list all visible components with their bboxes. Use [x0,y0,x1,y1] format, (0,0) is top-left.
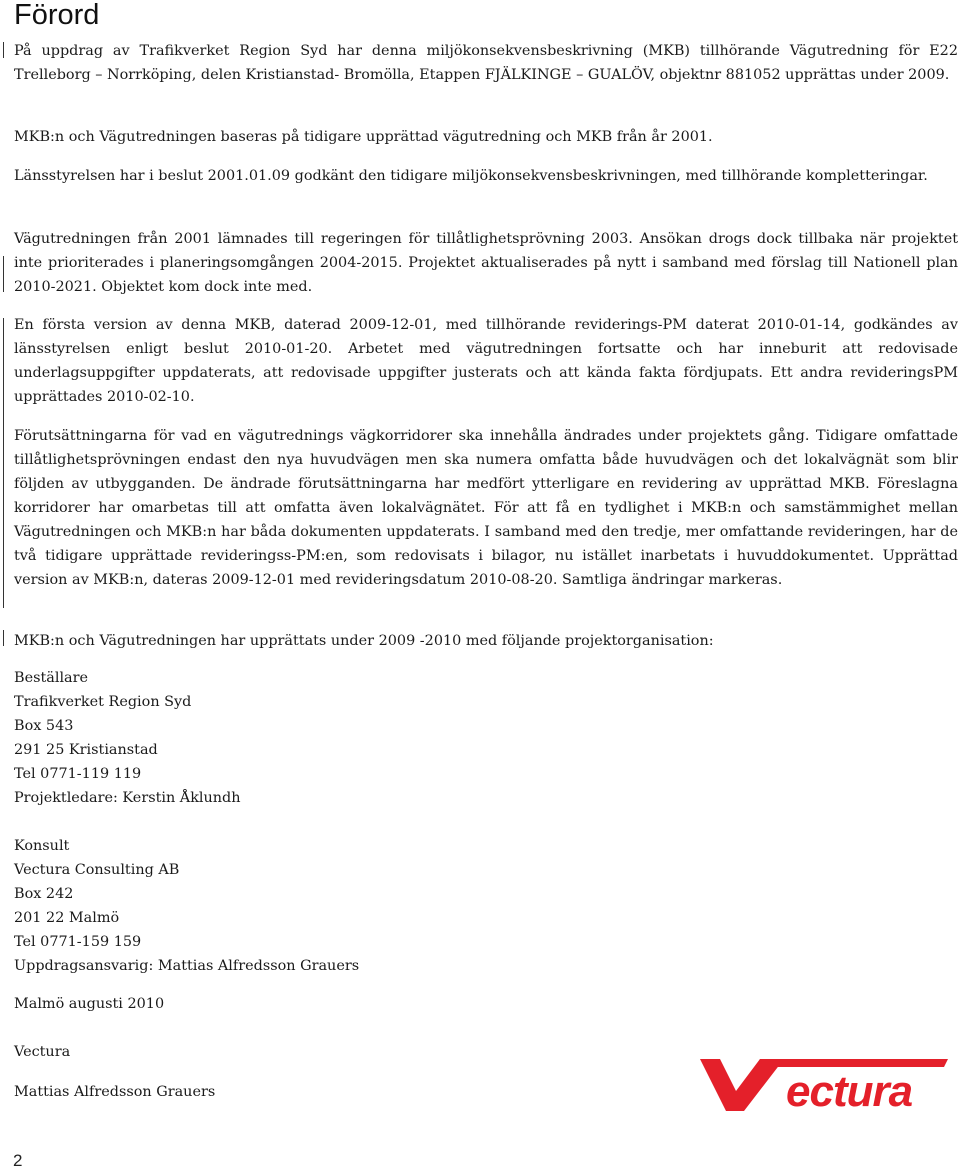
client-phone: Tel 0771-119 119 [14,766,142,782]
consultant-role: Konsult [14,838,70,854]
paragraph: Länsstyrelsen har i beslut 2001.01.09 godkänt den tidigare miljökonsekvensbeskrivningen, med tillhörande kompletteringar. [14,168,928,184]
signoff-company: Vectura [14,1044,71,1060]
svg-text:ectura: ectura [786,1067,913,1113]
client-name: Trafikverket Region Syd [14,694,192,710]
client-block [14,666,241,810]
consultant-name: Vectura Consulting AB [14,862,180,878]
paragraph: På uppdrag av Trafikverket Region Syd har denna miljökonsekvensbeskrivning (MKB) tillhörande Vägutredning för E22 Trelleborg – Norrköping, delen Kristianstad- Bromölla, Etappen FJÄLKINGE – GUALÖV, objektnr 881052 upprättas under 2009. [14,43,958,83]
consultant-postal: 201 22 Malmö [14,910,120,926]
revision-bar [3,630,4,646]
page-number: 2 [13,1151,23,1170]
consultant-block [14,834,359,978]
paragraph: MKB:n och Vägutredningen baseras på tidigare upprättad vägutredning och MKB från år 2001. [14,129,713,145]
consultant-phone: Tel 0771-159 159 [14,934,142,950]
paragraph: Vägutredningen från 2001 lämnades till regeringen för tillåtlighetsprövning 2003. Ansökan drogs dock tillbaka när projektet inte prioriterades i planeringsomgången 2004-2015. Projektet aktualiserades på nytt i samband med förslag till Nationell plan 2010-2021. Objektet kom dock inte med. [14,231,958,295]
consultant-box: Box 242 [14,886,74,902]
client-role: Beställare [14,670,89,686]
client-box: Box 543 [14,718,74,734]
signoff-signer: Mattias Alfredsson Grauers [14,1084,216,1100]
vectura-logo [698,1053,950,1113]
revision-bar [3,42,4,58]
revision-bar [3,318,4,608]
paragraph: MKB:n och Vägutredningen har upprättats under 2009 -2010 med följande projektorganisation: [14,633,714,649]
revision-bar [3,256,4,292]
client-project-lead: Projektledare: Kerstin Åklundh [14,790,241,806]
page-title: Förord [14,0,100,31]
paragraph: En första version av denna MKB, daterad 2009-12-01, med tillhörande reviderings-PM daterat 2010-01-14, godkändes av länsstyrelsen enligt beslut 2010-01-20. Arbetet med vägutredningen fortsatte och har inneburit att redovisade underlagsuppgifter uppdaterats, att redovisade uppgifter justerats och att kända fakta fördjupats. Ett andra revideringsPM upprättades 2010-02-10. [14,317,958,405]
paragraph: Förutsättningarna för vad en vägutrednings vägkorridorer ska innehålla ändrades under projektets gång. Tidigare omfattade tillåtlighetsprövningen endast den nya huvudvägen men ska numera omfatta både huvudvägen och det lokalvägnät som blir följden av utbygganden. De ändrade förutsättningarna har medfört ytterligare en revidering av upprättad MKB. Föreslagna korridorer har omarbetas till att omfatta även lokalvägnätet. För att få en tydlighet i MKB:n och samstämmighet mellan Vägutredningen och MKB:n har båda dokumenten uppdaterats. I samband med den tredje, mer omfattande revideringen, har de två tidigare upprättade revideringss-PM:en, som redovisats i bilagor, nu istället inarbetats i huvuddokumentet. Upprättad version av MKB:n, dateras 2009-12-01 med revideringsdatum 2010-08-20. Samtliga ändringar markeras. [14,428,958,588]
signoff-place-date: Malmö augusti 2010 [14,996,165,1012]
client-postal: 291 25 Kristianstad [14,742,158,758]
consultant-responsible: Uppdragsansvarig: Mattias Alfredsson Grauers [14,958,360,974]
